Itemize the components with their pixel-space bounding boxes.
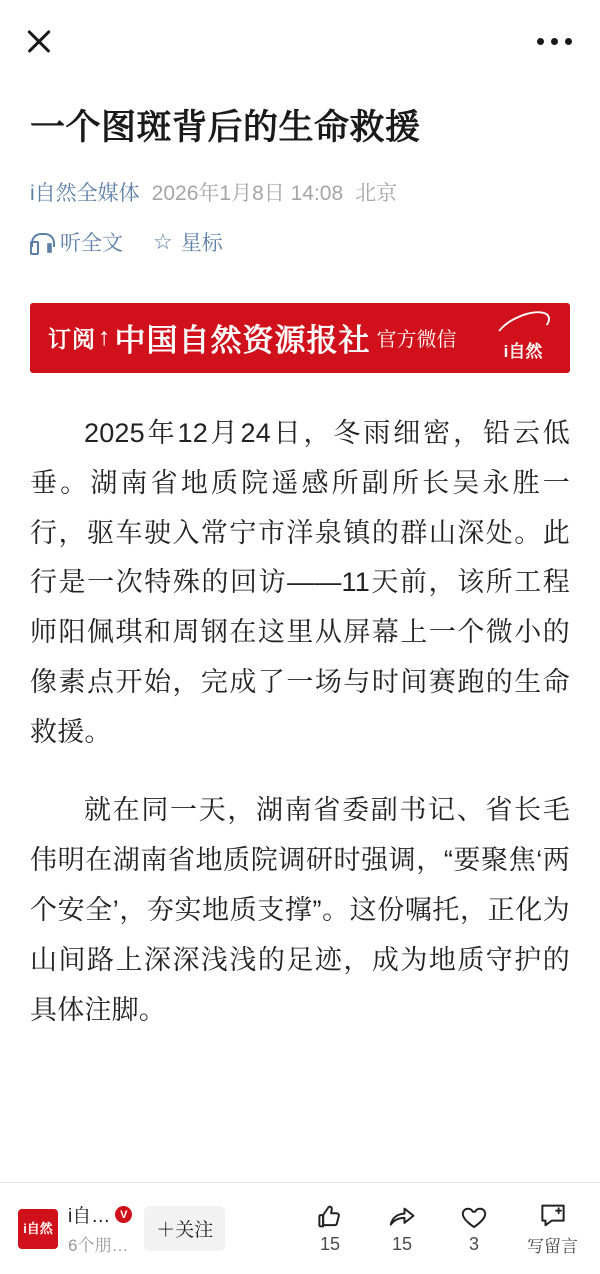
more-options-icon[interactable] [535, 30, 574, 53]
subscribe-banner-wrap [30, 303, 570, 373]
share-button[interactable] [383, 1202, 421, 1255]
share-icon [387, 1202, 417, 1232]
page-title: 一个图斑背后的生命救援 [30, 108, 421, 147]
article-datetime: 2026年1月8日 14:08 [151, 182, 344, 206]
paragraph-1: 2025年12月24日，冬雨细密，铅云低垂。湖南省地质院遥感所副所长吴永胜一行，驱车驶入常宁市洋泉镇的群山深处。此行是一次特殊的回访——11天前，该所工程师阳佩琪和周钢在这里从屏幕上一个微小的像素点开始，完成了一场与时间赛跑的生命救援。 [30, 417, 570, 748]
write-comment-label: 写留言 [527, 1237, 578, 1256]
heart-icon [459, 1202, 489, 1232]
article-meta [30, 179, 570, 208]
listen-article-button[interactable] [30, 227, 123, 257]
bottom-action-bar [0, 1182, 600, 1274]
follow-button[interactable]: ＋关注 [144, 1206, 225, 1251]
subscribe-label: 订阅 [48, 326, 96, 353]
paragraph-2: 就在同一天，湖南省委副书记、省长毛伟明在湖南省地质院调研时强调，“要聚焦‘两个安全’，夯实地质支撑”。这份嘱托，正化为山间路上深深浅浅的足迹，成为地质守护的具体注脚。 [30, 795, 570, 1025]
close-icon[interactable] [22, 24, 56, 58]
banner-brand: 中国自然资源报社 [114, 323, 371, 359]
bottom-actions [311, 1200, 582, 1257]
account-name-row [68, 1201, 132, 1228]
izirain-logo-icon [492, 313, 554, 363]
article-location: 北京 [355, 182, 398, 206]
star-article-button[interactable] [153, 227, 223, 257]
account-block[interactable] [18, 1201, 132, 1256]
favorite-button[interactable] [455, 1202, 493, 1255]
article-author[interactable]: i自然全媒体 [30, 182, 140, 206]
friends-read-label: 6个朋… [68, 1236, 129, 1255]
like-count: 15 [319, 1234, 341, 1254]
star-article-label: 星标 [180, 231, 223, 255]
like-button[interactable] [311, 1202, 349, 1255]
subscribe-banner[interactable] [30, 303, 570, 373]
headphone-icon [30, 232, 52, 252]
listen-article-label: 听全文 [60, 231, 123, 255]
thumbs-up-icon [315, 1202, 345, 1232]
favorite-count: 3 [468, 1234, 479, 1254]
article-body [0, 82, 600, 1182]
avatar[interactable]: i自然 [18, 1209, 58, 1249]
comment-icon [538, 1200, 568, 1230]
write-comment-button[interactable] [527, 1200, 578, 1257]
article-actions [30, 227, 570, 257]
account-name: i自… [68, 1206, 111, 1227]
banner-official: 官方微信 [376, 329, 457, 352]
top-bar [0, 0, 600, 82]
verified-badge-icon: V [115, 1206, 132, 1223]
article-paragraphs [30, 409, 570, 1036]
share-count: 15 [391, 1234, 413, 1254]
account-texts [68, 1201, 132, 1256]
star-icon: ☆ [153, 228, 173, 254]
banner-logo-text: i自然 [503, 341, 543, 361]
up-arrow-icon: ↑ [98, 323, 111, 352]
